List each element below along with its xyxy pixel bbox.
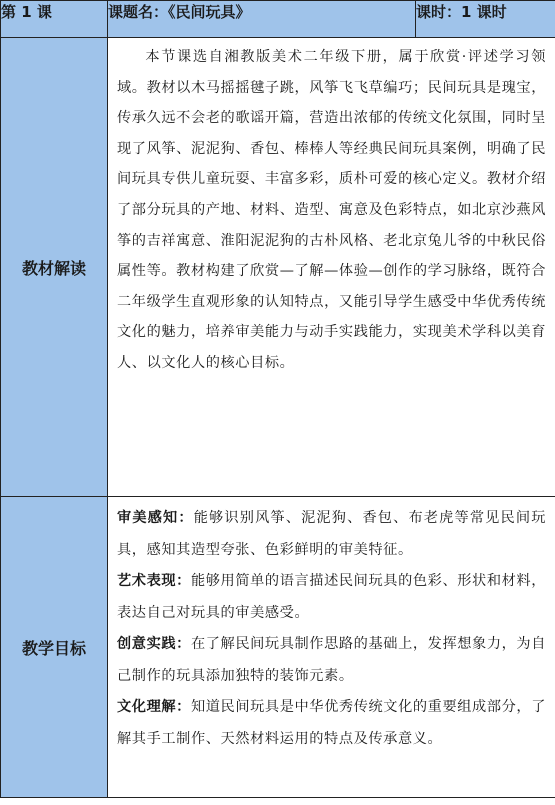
textbook-reading-label: 教材解读 [1,38,108,497]
header-row [1,1,555,38]
lesson-title-cell [108,1,416,38]
goal-title: 文化理解： [117,699,191,715]
teaching-goals-label: 教学目标 [1,497,108,798]
title-label: 课题名： [108,3,169,21]
goal-title: 艺术表现： [117,573,191,589]
goal-cultural-understanding [117,692,546,755]
goal-aesthetic-perception [117,503,546,566]
goal-title: 创意实践： [117,636,191,652]
hours-label: 课时： [416,3,462,21]
goal-text: 能够识别风筝、泥泥狗、香包、布老虎等常见民间玩具，感知其造型夸张、色彩鲜明的审美特征。 [117,510,546,558]
lesson-title: 《民间玩具》 [168,3,251,21]
goal-text: 在了解民间玩具制作思路的基础上，发挥想象力，为自己制作的玩具添加独特的装饰元素。 [117,636,546,684]
goal-text: 能够用简单的语言描述民间玩具的色彩、形状和材料，表达自己对玩具的审美感受。 [117,573,546,621]
goal-text: 知道民间玩具是中华优秀传统文化的重要组成部分，了解其手工制作、天然材料运用的特点及传承意义。 [117,699,546,747]
goal-creative-practice [117,629,546,692]
goal-artistic-expression [117,566,546,629]
goal-title: 审美感知： [117,510,194,526]
textbook-reading-row [1,38,555,497]
class-hours-cell [416,1,555,38]
lesson-number: 第 1 课 [1,1,108,38]
teaching-goals-row [1,497,555,798]
textbook-reading-cell [108,38,555,497]
textbook-reading-text: 本节课选自湘教版美术二年级下册，属于欣赏·评述学习领域。教材以木马摇摇毽子跳，风筝飞飞草编巧；民间玩具是瑰宝，传承久远不会老的歌谣开篇，营造出浓郁的传统文化氛围，同时呈现了风筝、泥泥狗、香包、棒棒人等经典民间玩具案例，明确了民间玩具专供儿童玩耍、丰富多彩，质朴可爱的核心定义。教材介绍了部分玩具的产地、材料、造型、寓意及色彩特点，如北京沙燕风筝的吉祥寓意、淮阳泥泥狗的古朴风格、老北京兔儿爷的中秋民俗属性等。教材构建了欣赏—了解—体验—创作的学习脉络，既符合二年级学生直观形象的认知特点，又能引导学生感受中华优秀传统文化的魅力，培养审美能力与动手实践能力，实现美术学科以美育人、以文化人的核心目标。 [117,49,546,371]
teaching-goals-cell [108,497,555,798]
class-hours: 1 课时 [461,3,507,21]
